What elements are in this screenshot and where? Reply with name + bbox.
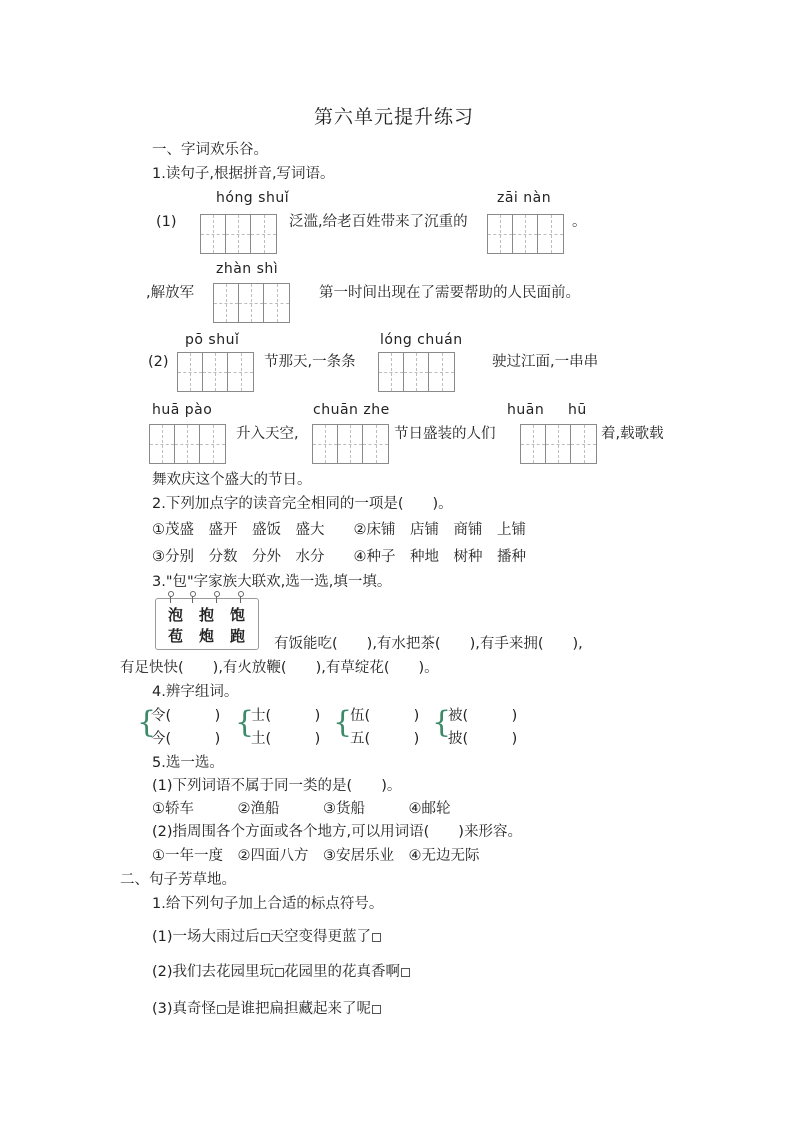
sentence-fragment: 第一时间出现在了需要帮助的人民面前。 — [319, 285, 580, 301]
pinyin-hongshui: hóng shuǐ — [216, 190, 290, 206]
blank-box-icon[interactable] — [401, 968, 410, 977]
q2-options-row1: ①茂盛 盛开 盛饭 盛大 ②床铺 店铺 商铺 上铺 — [152, 522, 526, 538]
sentence-part: (3)真奇怪 — [152, 1001, 217, 1017]
page-title: 第六单元提升练习 — [314, 106, 475, 128]
section1-heading: 一、字词欢乐谷。 — [152, 142, 268, 158]
sentence-fragment: 节日盛装的人们 — [394, 426, 496, 442]
pinyin-zainan: zāi nàn — [497, 190, 552, 206]
blank-box-icon[interactable] — [217, 1005, 226, 1014]
card-char: 跑 — [230, 627, 246, 645]
punctuation-sentence-1 — [152, 930, 381, 945]
writing-grid-longchuan[interactable] — [378, 352, 455, 392]
card-char: 苞 — [168, 627, 184, 645]
q2-options-row2: ③分别 分数 分外 水分 ④种子 种地 树种 播种 — [152, 549, 526, 565]
sentence-fragment: 着,载歌载 — [601, 426, 664, 442]
writing-grid-huapao[interactable] — [149, 424, 226, 464]
q4-instruction: 4.辨字组词。 — [152, 684, 239, 700]
brace-icon: { — [333, 705, 353, 740]
ring-icon — [170, 594, 171, 603]
sentence-fragment: 舞欢庆这个盛大的节日。 — [152, 472, 312, 488]
writing-grid-poshui[interactable] — [177, 352, 254, 392]
character-card — [155, 598, 259, 650]
punctuation-sentence-2 — [152, 965, 410, 980]
pinyin-zhanshi: zhàn shì — [216, 261, 279, 277]
pair-word: 五( ) — [350, 731, 420, 747]
q3-line2: 有足快快( ),有火放鞭( ),有草绽花( )。 — [120, 660, 439, 676]
brace-icon: { — [137, 705, 157, 740]
brace-icon: { — [432, 705, 452, 740]
pinyin-poshui: pō shuǐ — [185, 332, 240, 348]
ring-icon — [216, 594, 217, 603]
writing-grid-zhanshi[interactable] — [213, 283, 290, 323]
pair-word: 令( ) — [151, 708, 221, 724]
blank-box-icon[interactable] — [372, 1005, 381, 1014]
q3-instruction: 3."包"字家族大联欢,选一选,填一填。 — [152, 574, 392, 590]
q2-instruction: 2.下列加点字的读音完全相同的一项是( )。 — [152, 496, 453, 512]
q5-sub2-options: ①一年一度 ②四面八方 ③安居乐业 ④无边无际 — [152, 848, 480, 864]
pinyin-huan: huān — [507, 402, 545, 418]
brace-icon: { — [235, 705, 255, 740]
writing-grid-huanhu[interactable] — [520, 424, 597, 464]
q5-sub2: (2)指周围各个方面或各个地方,可以用词语( )来形容。 — [152, 824, 522, 840]
section2-heading: 二、句子芳草地。 — [120, 872, 236, 888]
q5-instruction: 5.选一选。 — [152, 755, 224, 771]
sentence-fragment: 升入天空, — [236, 426, 299, 442]
card-char: 抱 — [199, 606, 215, 624]
sentence-part: 花园里的花真香啊 — [284, 964, 401, 980]
punctuation-sentence-3 — [152, 1002, 381, 1017]
item-number-2: (2) — [148, 354, 169, 370]
writing-grid-zainan[interactable] — [487, 214, 564, 254]
writing-grid-chuanzhe[interactable] — [312, 424, 389, 464]
pair-word: 被( ) — [448, 708, 518, 724]
pair-word: 士( ) — [251, 708, 321, 724]
q3-line1: 有饭能吃( ),有水把茶( ),有手来拥( ), — [274, 636, 583, 652]
sentence-part: 天空变得更蓝了 — [269, 929, 372, 945]
ring-icon — [192, 594, 193, 603]
sentence-fragment: 泛滥,给老百姓带来了沉重的 — [289, 214, 468, 230]
pinyin-hu: hū — [568, 402, 587, 418]
ring-icon — [240, 594, 241, 603]
pinyin-chuanzhe: chuān zhe — [313, 402, 390, 418]
pair-word: 土( ) — [251, 731, 321, 747]
sentence-part: 是谁把扁担藏起来了呢 — [226, 1001, 372, 1017]
sentence-part: (2)我们去花园里玩 — [152, 964, 275, 980]
item-number-1: (1) — [156, 214, 177, 230]
pair-word: 伍( ) — [350, 708, 420, 724]
sentence-fragment: 节那天,一条条 — [264, 354, 356, 370]
card-char: 饱 — [230, 606, 246, 624]
pair-word: 今( ) — [151, 731, 221, 747]
sentence-fragment: 。 — [572, 214, 587, 230]
card-char: 泡 — [168, 606, 184, 624]
blank-box-icon[interactable] — [275, 968, 284, 977]
pinyin-longchuan: lóng chuán — [380, 332, 463, 348]
q5-sub1-options: ①轿车 ②渔船 ③货船 ④邮轮 — [152, 801, 451, 817]
q1-instruction: 1.读句子,根据拼音,写词语。 — [152, 166, 335, 182]
pair-word: 披( ) — [448, 731, 518, 747]
sentence-fragment: ,解放军 — [146, 285, 195, 301]
q5-sub1: (1)下列词语不属于同一类的是( )。 — [152, 778, 402, 794]
sentence-part: (1)一场大雨过后 — [152, 929, 260, 945]
blank-box-icon[interactable] — [372, 933, 381, 942]
blank-box-icon[interactable] — [261, 933, 270, 942]
pinyin-huapao: huā pào — [152, 402, 213, 418]
s2q1-instruction: 1.给下列句子加上合适的标点符号。 — [152, 896, 384, 912]
writing-grid-hongshui[interactable] — [200, 214, 277, 254]
sentence-fragment: 驶过江面,一串串 — [492, 354, 599, 370]
card-char: 炮 — [199, 627, 215, 645]
